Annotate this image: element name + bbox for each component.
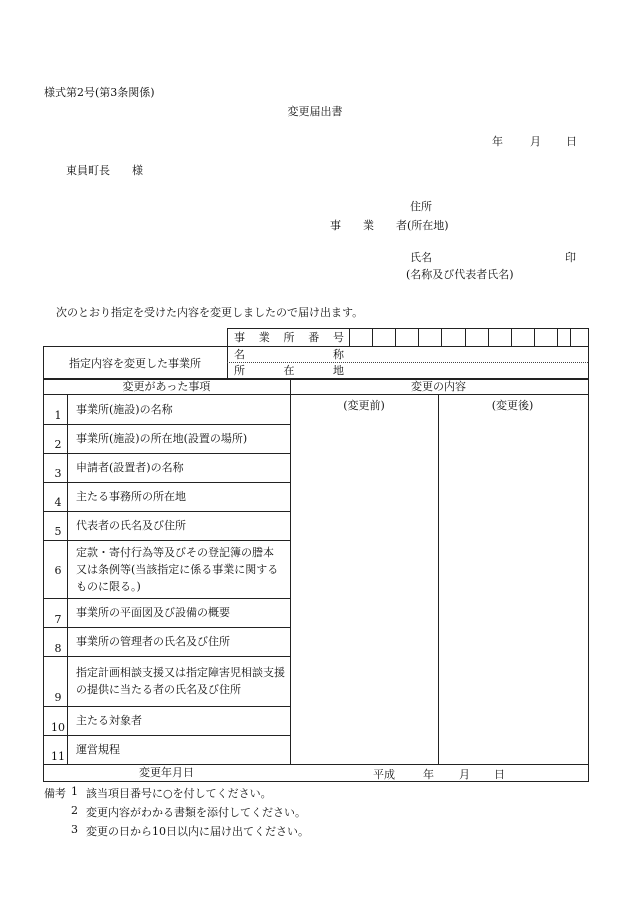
note-text: 変更の日から10日以内に届け出てください。 — [86, 825, 309, 838]
item-text: 事業所の管理者の氏名及び住所 — [76, 635, 230, 648]
date-year: 年 — [492, 135, 503, 148]
item-text: 申請者(設置者)の名称 — [76, 461, 184, 474]
note-text: 該当項目番号に○を付してください。 — [86, 787, 272, 800]
document-title: 変更届出書 — [287, 105, 343, 118]
note-number: 3 — [71, 823, 78, 836]
note-number: 2 — [71, 804, 78, 817]
contents-header: 変更の内容 — [411, 380, 466, 393]
name-label: 氏名 — [410, 251, 432, 264]
items-header: 変更があった事項 — [122, 380, 211, 393]
item-text: 主たる対象者 — [76, 714, 142, 727]
item-text: 運営規程 — [76, 743, 120, 756]
intro-text: 次のとおり指定を受けた内容を変更しましたので届け出ます。 — [56, 306, 364, 319]
before-label: (変更前) — [343, 399, 385, 412]
item-text: 代表者の氏名及び住所 — [76, 519, 186, 532]
change-date-month: 月 — [459, 768, 470, 781]
seal-mark: 印 — [565, 251, 576, 264]
change-date-year: 年 — [423, 768, 434, 781]
item-number: 11 — [51, 750, 65, 763]
change-date-day: 日 — [494, 768, 505, 781]
facility-label: 指定内容を変更した事業所 — [69, 356, 201, 370]
item-text: 事業所(施設)の名称 — [76, 403, 173, 416]
name-note: (名称及び代表者氏名) — [406, 268, 514, 281]
note-number: 1 — [71, 785, 78, 798]
facility-name-label: 名 称 — [234, 348, 344, 361]
business-label: 事 業 者(所在地) — [330, 219, 449, 232]
item-number: 6 — [54, 564, 62, 577]
form-number-label: 様式第2号(第3条関係) — [44, 86, 155, 99]
note-text: 変更内容がわかる書類を添付してください。 — [86, 806, 306, 819]
item-number: 5 — [54, 525, 62, 538]
facility-location-label: 所 在 地 — [234, 364, 344, 377]
item-text: 指定計画相談支援又は指定障害児相談支援の提供に当たる者の氏名及び住所 — [76, 666, 285, 696]
item-number: 3 — [54, 467, 62, 480]
item-text: 事業所(施設)の所在地(設置の場所) — [76, 432, 248, 445]
item-number: 8 — [54, 642, 62, 655]
change-date-label: 変更年月日 — [139, 766, 194, 779]
address-label: 住所 — [410, 200, 432, 213]
item-text: 主たる事務所の所在地 — [76, 490, 186, 503]
date-day: 日 — [566, 135, 577, 148]
item-number: 10 — [51, 721, 65, 734]
item-number: 7 — [54, 613, 62, 626]
item-number: 2 — [54, 438, 62, 451]
item-number: 1 — [54, 409, 62, 422]
after-label: (変更後) — [491, 399, 534, 412]
item-number: 9 — [54, 691, 62, 704]
item-text: 事業所の平面図及び設備の概要 — [76, 606, 230, 619]
item-number: 4 — [54, 496, 62, 509]
change-date-era: 平成 — [373, 768, 395, 781]
notes-heading: 備考 — [44, 787, 66, 800]
item-text: 定款・寄付行為等及びその登記簿の謄本又は条例等(当該指定に係る事業に関するものに限る。) — [76, 546, 279, 593]
facility-number-label: 事 業 所 番 号 — [234, 331, 344, 344]
addressee: 東員町長 様 — [66, 164, 143, 177]
date-month: 月 — [530, 135, 541, 148]
